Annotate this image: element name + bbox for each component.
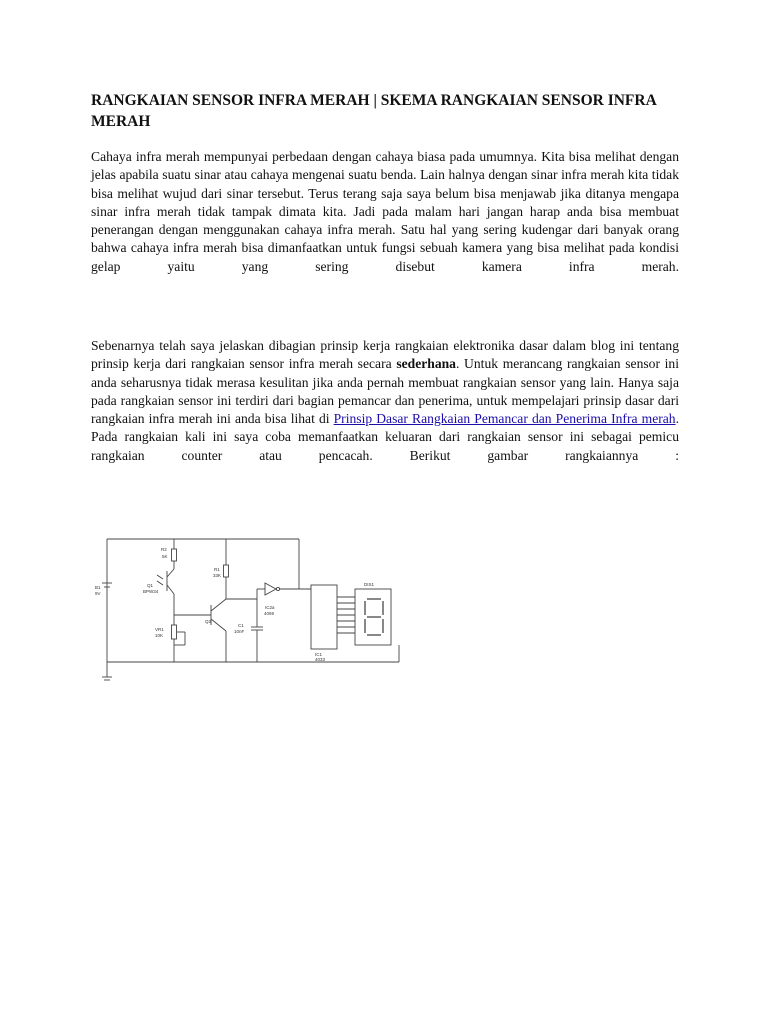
bold-word: sederhana — [396, 356, 456, 372]
label-c1: C1 — [238, 623, 244, 628]
label-c1-value: 10nF — [234, 629, 245, 634]
label-q2: Q2 — [205, 619, 212, 624]
label-display: DIS1 — [364, 582, 375, 587]
paragraph-text-1: Sebenarnya telah saya jelaskan dibagian prinsip kerja rangkaian elektronika dasar dalam blog ini tentang prinsip kerja dari rangkaian sensor infra merah secara — [91, 338, 679, 372]
label-q1-value: BPW34 — [143, 589, 159, 594]
paragraph-intro: Cahaya infra merah mempunyai perbedaan dengan cahaya biasa pada umumnya. Kita bisa melihat dengan jelas apabila suatu sinar atau cahaya mengenai suatu benda. Lain halnya dengan sinar infra merah kita tidak bisa melihat wujud dari sinar tersebut. Terus terang saja saya belum bisa menjawab jika ditanya mengapa sinar infra merah tidak tampak dimata kita. Jadi pada malam hari jangan harap anda bisa membuat penerangan dengan menggunakan cahaya infra merah. Satu hal yang sering kudengar dari banyak orang bahwa cahaya infra merah bisa dimanfaatkan untuk fungsi sebuah kamera yang bisa melihat pada kondisi gelap yaitu yang sering disebut kamera infra merah. — [91, 149, 679, 274]
label-ic1-value: 4033 — [315, 657, 326, 662]
circuit-schematic — [93, 527, 403, 687]
label-b1: B1 — [95, 585, 101, 590]
paragraph-text-3: . Pada rangkaian kali ini saya coba memanfaatkan keluaran dari rangkaian sensor ini sebagai pemicu rangkaian counter atau pencacah. Berikut gambar rangkaiannya : — [91, 411, 679, 463]
label-r1-value: 33K — [213, 573, 222, 578]
label-ic1: IC1 — [315, 652, 323, 657]
principle-link[interactable]: Prinsip Dasar Rangkaian Pemancar dan Penerima Infra merah — [333, 411, 676, 427]
label-r2-value: 5K — [162, 554, 168, 559]
label-ic2a: IC2a — [265, 605, 275, 610]
circuit-diagram — [93, 527, 403, 687]
label-vr1-value: 10K — [155, 633, 164, 638]
paragraph-text-2: . Untuk merancang rangkaian sensor ini anda seharusnya tidak merasa kesulitan jika anda pernah membuat rangkaian sensor yang lain. Hanya saja pada rangkaian sensor ini terdiri dari bagian pemancar dan penerima, untuk mempelajari prinsip dasar dari rangkaian infra merah ini anda bisa lihat di — [91, 356, 680, 427]
label-q1: Q1 — [147, 583, 154, 588]
label-vr1: VR1 — [155, 627, 164, 632]
label-r1: R1 — [214, 567, 220, 572]
page-title: RANGKAIAN SENSOR INFRA MERAH | SKEMA RANGKAIAN SENSOR INFRA MERAH — [91, 92, 656, 130]
paragraph-explanation — [91, 337, 679, 465]
label-b1-value: 9V — [95, 591, 101, 596]
label-ic2a-value: 4069 — [264, 611, 275, 616]
label-r2: R2 — [161, 547, 167, 552]
